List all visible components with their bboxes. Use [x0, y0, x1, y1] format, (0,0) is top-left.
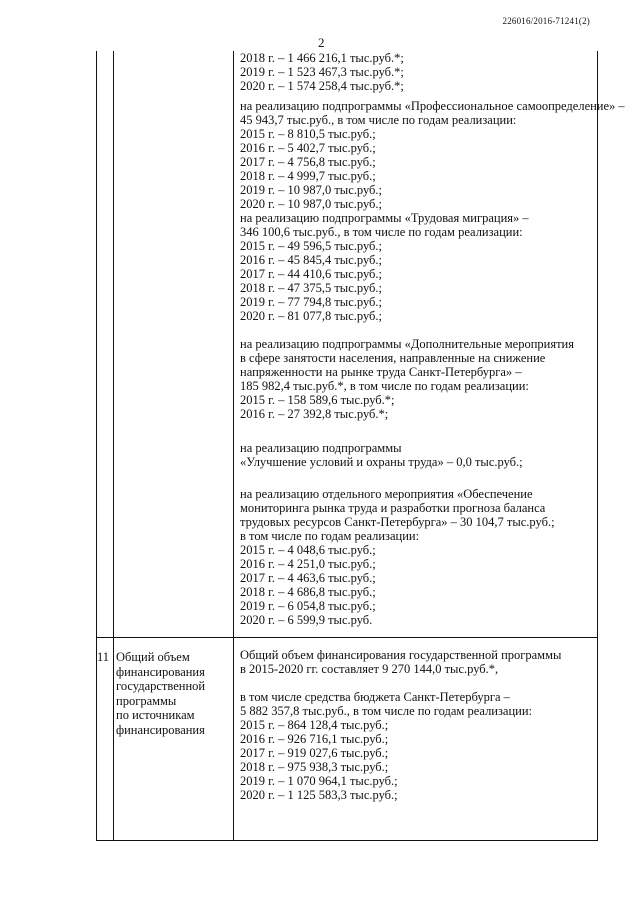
text-line: в сфере занятости населения, направленные на снижение [240, 351, 546, 365]
text-line: 2019 г. – 10 987,0 тыс.руб.; [240, 183, 383, 197]
text-line: 45 943,7 тыс.руб., в том числе по годам реализации: [240, 113, 517, 127]
row-label-line: Общий объем [116, 650, 190, 664]
text-line: 2015 г. – 158 589,6 тыс.руб.*; [240, 393, 395, 407]
text-line: 2015 г. – 4 048,6 тыс.руб.; [240, 543, 376, 557]
text-line: в 2015-2020 гг. составляет 9 270 144,0 тыс.руб.*, [240, 662, 499, 676]
text-line: 2018 г. – 4 686,8 тыс.руб.; [240, 585, 376, 599]
text-line: 2020 г. – 81 077,8 тыс.руб.; [240, 309, 383, 323]
text-line: 2019 г. – 77 794,8 тыс.руб.; [240, 295, 383, 309]
text-line: мониторинга рынка труда и разработки прогноза баланса [240, 501, 546, 515]
text-line: 185 982,4 тыс.руб.*, в том числе по годам реализации: [240, 379, 529, 393]
text-line: трудовых ресурсов Санкт-Петербурга» – 30 104,7 тыс.руб.; [240, 515, 555, 529]
text-line: 2017 г. – 919 027,6 тыс.руб.; [240, 746, 389, 760]
text-line: Общий объем финансирования государственной программы [240, 648, 562, 662]
text-line: на реализацию подпрограммы «Дополнительные мероприятия [240, 337, 574, 351]
row-number: 11 [97, 650, 110, 664]
text-line: 2016 г. – 27 392,8 тыс.руб.*; [240, 407, 389, 421]
row-separator [96, 637, 598, 638]
row-label-line: программы [116, 693, 177, 708]
table-border-right [597, 51, 598, 841]
text-line: 2015 г. – 864 128,4 тыс.руб.; [240, 718, 389, 732]
text-line: на реализацию подпрограммы [240, 441, 402, 455]
text-line: 2020 г. – 10 987,0 тыс.руб.; [240, 197, 383, 211]
text-line: в том числе средства бюджета Санкт-Петербурга – [240, 690, 510, 704]
text-line: 2018 г. – 4 999,7 тыс.руб.; [240, 169, 376, 183]
text-line: 2019 г. – 1 070 964,1 тыс.руб.; [240, 774, 398, 788]
row-label-line: финансирования [116, 664, 205, 679]
text-block [240, 690, 590, 802]
text-line: «Улучшение условий и охраны труда» – 0,0 тыс.руб.; [240, 455, 523, 469]
text-line: 346 100,6 тыс.руб., в том числе по годам реализации: [240, 225, 523, 239]
text-line: 2019 г. – 1 523 467,3 тыс.руб.*; [240, 65, 404, 79]
text-line: в том числе по годам реализации: [240, 529, 420, 543]
text-line: 2016 г. – 4 251,0 тыс.руб.; [240, 557, 376, 571]
text-line: 2015 г. – 49 596,5 тыс.руб.; [240, 239, 383, 253]
text-line: 2016 г. – 926 716,1 тыс.руб.; [240, 732, 389, 746]
row-label-line: финансирования [116, 722, 205, 737]
text-line: 2018 г. – 1 466 216,1 тыс.руб.*; [240, 51, 404, 65]
table-border-number-col [113, 51, 114, 841]
text-line: 2020 г. – 1 574 258,4 тыс.руб.*; [240, 79, 404, 93]
text-block [240, 51, 590, 93]
text-line: на реализацию подпрограммы «Трудовая миграция» – [240, 211, 529, 225]
text-line: 2016 г. – 5 402,7 тыс.руб.; [240, 141, 376, 155]
table-border-left [96, 51, 97, 841]
row-label-line: по источникам [116, 708, 195, 722]
document-code: 226016/2016-71241(2) [502, 16, 590, 26]
text-line: 2019 г. – 6 054,8 тыс.руб.; [240, 599, 376, 613]
text-line: на реализацию подпрограммы «Профессиональное самоопределение» – [240, 99, 625, 113]
text-block [240, 487, 590, 627]
text-block [240, 648, 590, 676]
text-line: 2015 г. – 8 810,5 тыс.руб.; [240, 127, 376, 141]
text-line: 2017 г. – 4 756,8 тыс.руб.; [240, 155, 376, 169]
text-line: 2018 г. – 47 375,5 тыс.руб.; [240, 281, 383, 295]
table-border-bottom [96, 840, 598, 841]
page-number: 2 [318, 35, 325, 50]
text-line: 2017 г. – 4 463,6 тыс.руб.; [240, 571, 376, 585]
row-label-line: государственной [116, 679, 206, 693]
text-line: 2020 г. – 1 125 583,3 тыс.руб.; [240, 788, 398, 802]
passport-table [96, 51, 625, 841]
text-line: на реализацию отдельного мероприятия «Обеспечение [240, 487, 533, 501]
text-line: 5 882 357,8 тыс.руб., в том числе по годам реализации: [240, 704, 533, 718]
text-block [240, 441, 590, 469]
table-border-label-col [233, 51, 234, 841]
text-block [240, 99, 625, 323]
text-line: 2016 г. – 45 845,4 тыс.руб.; [240, 253, 383, 267]
text-block [240, 337, 590, 421]
text-line: 2020 г. – 6 599,9 тыс.руб. [240, 613, 373, 627]
text-line: 2017 г. – 44 410,6 тыс.руб.; [240, 267, 383, 281]
row-label [116, 650, 231, 737]
text-line: 2018 г. – 975 938,3 тыс.руб.; [240, 760, 389, 774]
text-line: напряженности на рынке труда Санкт-Петербурга» – [240, 365, 522, 379]
